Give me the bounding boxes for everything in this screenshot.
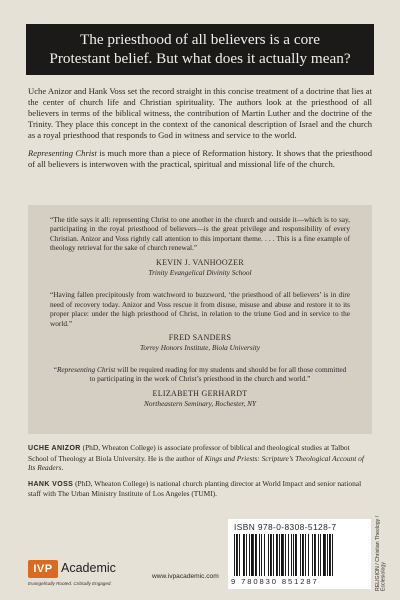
barcode-bar: [312, 534, 313, 576]
barcode-bar: [273, 534, 274, 576]
barcode-bar: [314, 534, 316, 576]
endorsement-quote: [50, 365, 350, 384]
headline-banner: [26, 24, 374, 75]
endorser-affiliation: Trinity Evangelical Divinity School: [148, 268, 252, 278]
author-name: UCHE ANIZOR: [28, 445, 81, 452]
book-title-inline: Kings and Priests: Scripture’s Theological Account of Its Readers: [28, 453, 364, 473]
description-paragraph-2: [28, 148, 372, 170]
barcode-bar: [261, 534, 262, 576]
barcode-bar: [246, 534, 247, 576]
publisher-logo: [28, 560, 140, 588]
endorser-affiliation: Torrey Honors Institute, Biola University: [139, 343, 261, 353]
headline-line-2: Protestant belief. But what does it actually mean?: [49, 50, 351, 67]
barcode-bar: [305, 534, 306, 576]
endorsement-vanhoozer: [50, 215, 350, 277]
book-description: [28, 86, 372, 170]
barcode-digits: 9 780830 851287: [231, 577, 319, 586]
isbn-barcode: [228, 519, 371, 589]
barcode-bar: [264, 534, 265, 576]
bisac-line-1: RELIGION / Christian Theology /: [375, 515, 381, 591]
barcode-bar: [288, 534, 289, 576]
bio-voss: [28, 479, 372, 499]
barcode-bar: [239, 534, 240, 576]
endorsement-quote: “Having fallen precipitously from watchword to buzzword, ‘the priesthood of all believers’ is in dire need of recovery today. Anizor and Voss rescue it from disuse, misuse and abuse and restore it to its proper place: under the high priesthood of Christ, in relation to the triune God and in service to the world.”: [50, 290, 350, 328]
barcode-bar: [295, 534, 297, 576]
barcode-bar: [323, 534, 326, 576]
barcode-bar: [281, 534, 284, 576]
bio-text-end: .: [61, 463, 64, 473]
endorsement-quote-text: will be required reading for my students and should be for all those committed to participating in the work of Christ’s priesthood in the church and world.”: [89, 364, 347, 384]
bio-text: (PhD, Wheaton College) is associate professor of biblical and theological studies at Talbot School of Theology at Biola University. He is the author of: [28, 443, 350, 463]
publisher-tagline: Evangelically Rooted. Critically Engaged.: [28, 581, 112, 586]
author-bios: [28, 443, 372, 499]
barcode-bar: [255, 534, 257, 576]
description-paragraph-2-text: is much more than a piece of Reformation history. It shows that the priesthood of all believers is interwoven with the practical, spiritual and missional life of the church.: [28, 148, 372, 169]
quote-mark: “: [53, 364, 57, 374]
barcode-bar: [270, 534, 272, 576]
barcode-bars: [234, 534, 365, 576]
endorsement-sanders: [50, 290, 350, 352]
barcode-bar: [291, 534, 292, 576]
description-paragraph-1: Uche Anizor and Hank Voss set the record straight in this concise treatment of a doctrine that lies at the center of church life and Christian spirituality. The authors look at the priesthood of all believers in terms of the biblical witness, the contribution of Martin Luther and the doctrine of the Trinity. They place this concept in the context of the canonical description of Israel and the church as a royal priesthood that responds to God in witness and service to the world.: [28, 86, 372, 140]
endorser-name: KEVIN J. VANHOOZER: [156, 257, 244, 267]
barcode-bar: [236, 534, 238, 576]
bisac-line-2: Ecclesiology: [380, 562, 387, 591]
barcode-bar: [320, 534, 321, 576]
isbn-label: ISBN 978-0-8308-5128-7: [234, 522, 337, 532]
bio-anizor: [28, 443, 372, 473]
endorsement-quote: “The title says it all: representing Christ to one another in the church and outside it—which is to say, participating in the royal priesthood of believers—is the great privilege and responsibility of every Christian. Anizor and Voss rightly call attention to this important theme. . . . This is a fine example of theology retrieval for the sake of church renewal.”: [50, 215, 350, 253]
barcode-bar: [302, 534, 304, 576]
book-title-inline: Representing Christ: [56, 364, 116, 374]
headline-line-1: The priesthood of all believers is a core: [80, 31, 320, 48]
barcode-bar: [285, 534, 286, 576]
barcode-bar: [318, 534, 319, 576]
book-title-inline: Representing Christ: [28, 148, 97, 158]
barcode-bar: [251, 534, 254, 576]
barcode-bar: [279, 534, 280, 576]
barcode-bar: [243, 534, 245, 576]
barcode-bar: [268, 534, 269, 576]
ivp-mark: IVP: [28, 560, 58, 578]
barcode-bar: [308, 534, 309, 576]
endorser-name: ELIZABETH GERHARDT: [152, 388, 248, 398]
endorsements-panel: [28, 205, 372, 434]
barcode-bar: [327, 534, 328, 576]
barcode-bar: [276, 534, 278, 576]
endorsement-gerhardt: [50, 365, 350, 409]
endorser-affiliation: Northeastern Seminary, Rochester, NY: [143, 399, 257, 409]
endorser-name: FRED SANDERS: [168, 333, 232, 343]
barcode-bar: [332, 534, 333, 576]
barcode-bar: [249, 534, 250, 576]
author-name: HANK VOSS: [28, 480, 74, 488]
bio-text: (PhD, Wheaton College) is national church planting director at World Impact and senior national staff with The Urban Ministry Institute of Los Angeles (TUMI).: [28, 478, 362, 499]
barcode-bar: [259, 534, 260, 576]
barcode-bar: [293, 534, 294, 576]
barcode-bar: [329, 534, 331, 576]
bisac-category: [376, 501, 386, 591]
barcode-bar: [234, 534, 235, 576]
publisher-name: Academic: [61, 561, 116, 575]
publisher-website[interactable]: www.ivpacademic.com: [152, 573, 219, 580]
barcode-bar: [300, 534, 301, 576]
